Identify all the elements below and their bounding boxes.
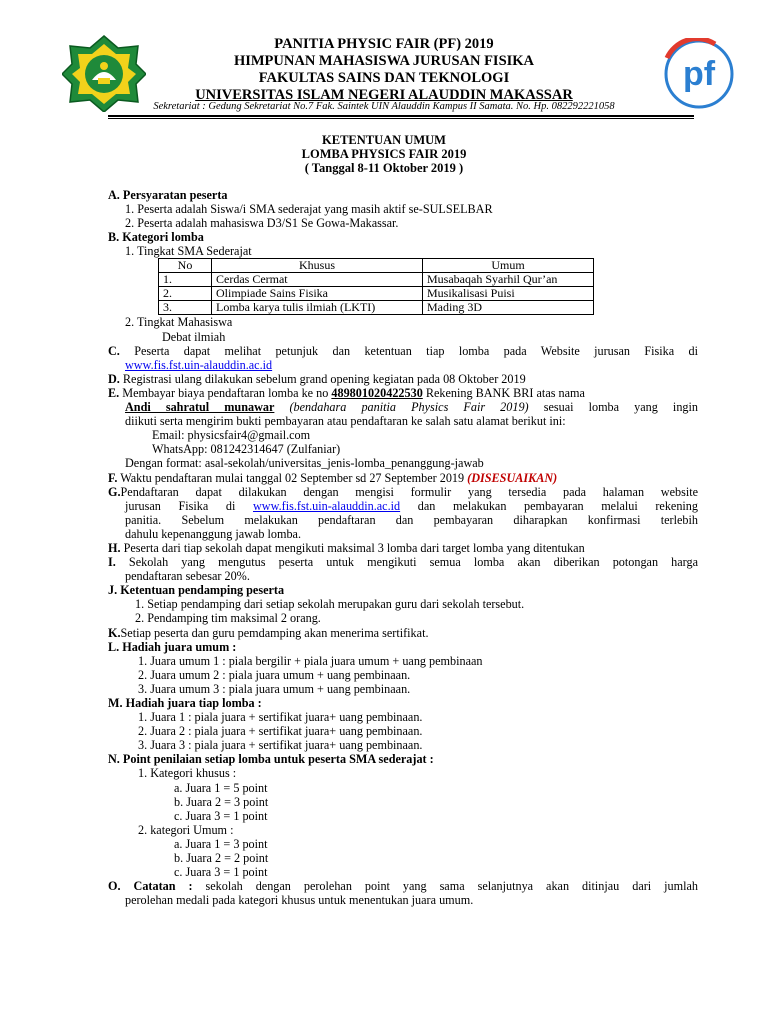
section-o-line: O. Catatan : sekolah dengan perolehan point yang sama selanjutnya akan ditinjau dari jumlah bbox=[108, 879, 698, 894]
section-a-item: 2. Peserta adalah mahasiswa D3/S1 Se Gowa-Makassar. bbox=[125, 216, 399, 231]
section-b-sub1: 1. Tingkat SMA Sederajat bbox=[125, 244, 252, 259]
section-k-line: K.Setiap peserta dan guru pemdamping akan menerima sertifikat. bbox=[108, 625, 429, 640]
website-link[interactable]: www.fis.fst.uin-alauddin.ac.id bbox=[125, 357, 273, 372]
section-e-line-3: diikuti serta mengirim bukti pembayaran atau pendaftaran ke salah satu alamat berikut ini: bbox=[125, 414, 566, 429]
title-line-3: ( Tanggal 8-11 Oktober 2019 ) bbox=[304, 161, 464, 175]
section-j-item: 1. Setiap pendamping dari setiap sekolah merupakan guru dari sekolah tersebut. bbox=[135, 597, 525, 612]
section-i-line: I. Sekolah yang mengutus peserta untuk mengikuti semua lomba akan diberikan potongan harga bbox=[108, 555, 699, 570]
section-d-line: D. Registrasi ulang dilakukan sebelum grand opening kegiatan pada 08 Oktober 2019 bbox=[108, 371, 526, 386]
section-e-line: E. Membayar biaya pendaftaran lomba ke no 489801020422530 Rekening BANK BRI atas nama bbox=[108, 385, 585, 400]
section-l-item: 2. Juara umum 2 : piala juara umum + uang pembinaan. bbox=[138, 667, 411, 682]
section-g-line-4: dahulu kepenanggung jawab lomba. bbox=[125, 526, 301, 541]
section-l-heading: L. Hadiah juara umum : bbox=[108, 639, 237, 654]
section-m-item: 1. Juara 1 : piala juara + sertifikat juara+ uang pembinaan. bbox=[138, 710, 423, 725]
section-e-line-2: Andi sahratul munawar (bendahara panitia Physics Fair 2019) sesuai lomba yang ingin bbox=[125, 400, 698, 415]
section-n-cat1-item: c. Juara 3 = 1 point bbox=[174, 808, 268, 823]
section-n-cat1-item: a. Juara 1 = 5 point bbox=[174, 780, 268, 795]
header-rule-thin bbox=[108, 118, 694, 119]
section-a-heading: A. Persyaratan peserta bbox=[108, 188, 228, 202]
section-m-heading: M. Hadiah juara tiap lomba : bbox=[108, 696, 262, 710]
table-header: Khusus bbox=[212, 259, 423, 273]
section-n-heading: N. Point penilaian setiap lomba untuk peserta SMA sederajat : bbox=[108, 752, 434, 767]
section-j-heading: J. Ketentuan pendamping peserta bbox=[108, 583, 285, 598]
letterhead-line-3: FAKULTAS SAINS DAN TEKNOLOGI bbox=[258, 70, 510, 86]
section-c-line: C. Peserta dapat melihat petunjuk dan ketentuan tiap lomba pada Website jurusan Fisika di bbox=[108, 343, 698, 358]
section-l-item: 1. Juara umum 1 : piala bergilir + piala juara umum + uang pembinaan bbox=[138, 653, 483, 668]
contact-email: Email: physicsfair4@gmail.com bbox=[152, 428, 311, 443]
section-b-sub2: 2. Tingkat Mahasiswa bbox=[125, 315, 233, 330]
section-g-line: G.Pendaftaran dapat dilakukan dengan mengisi formulir yang tersedia pada halaman website bbox=[108, 484, 698, 499]
section-b-sub2-item: Debat ilmiah bbox=[162, 329, 226, 344]
section-g-line-3: panitia. Sebelum melakukan pendaftaran dan pembayaran diharapkan konfirmasi terlebih bbox=[125, 512, 698, 527]
table-cell: Musikalisasi Puisi bbox=[423, 287, 594, 301]
letterhead-line-4: UNIVERSITAS ISLAM NEGERI ALAUDDIN MAKASSAR bbox=[195, 87, 573, 103]
title-line-1: KETENTUAN UMUM bbox=[322, 133, 446, 147]
section-a-item: 1. Peserta adalah Siswa/i SMA sederajat yang masih aktif se-SULSELBAR bbox=[125, 202, 493, 217]
table-cell: 2. bbox=[159, 287, 212, 301]
category-table bbox=[158, 258, 594, 315]
section-g-line-2: jurusan Fisika di www.fis.fst.uin-alauddin.ac.id dan melakukan pembayaran melalui rekening bbox=[125, 498, 698, 513]
letterhead-line-2: HIMPUNAN MAHASISWA JURUSAN FISIKA bbox=[233, 53, 535, 69]
treasurer-name: Andi sahratul munawar bbox=[125, 400, 275, 415]
pf-logo-text: pf bbox=[682, 55, 716, 93]
section-b-heading: B. Kategori lomba bbox=[108, 230, 204, 245]
table-cell: 3. bbox=[159, 301, 212, 315]
table-cell: Mading 3D bbox=[423, 301, 594, 315]
letterhead bbox=[0, 36, 768, 104]
section-m-item: 2. Juara 2 : piala juara + sertifikat juara+ uang pembinaan. bbox=[138, 724, 423, 739]
table-cell: Musabaqah Syarhil Qur’an bbox=[423, 273, 594, 287]
table-cell: Lomba karya tulis ilmiah (LKTI) bbox=[212, 301, 423, 315]
document-title bbox=[0, 133, 768, 175]
submission-format: Dengan format: asal-sekolah/universitas_jenis-lomba_penanggung-jawab bbox=[125, 456, 484, 471]
table-cell: Olimpiade Sains Fisika bbox=[212, 287, 423, 301]
section-l-item: 3. Juara umum 3 : piala juara umum + uang pembinaan. bbox=[138, 681, 411, 696]
section-n-cat2-item: c. Juara 3 = 1 point bbox=[174, 865, 268, 880]
document-body bbox=[108, 188, 698, 907]
letterhead-address: Sekretariat : Gedung Sekretariat No.7 Fak. Saintek UIN Alauddin Kampus II Samata. No. Hp. 082292221058 bbox=[153, 101, 615, 112]
table-row bbox=[159, 301, 594, 315]
section-j-item: 2. Pendamping tim maksimal 2 orang. bbox=[135, 611, 321, 626]
section-n-cat2: 2. kategori Umum : bbox=[138, 822, 234, 837]
table-header: Umum bbox=[423, 259, 594, 273]
website-link[interactable]: www.fis.fst.uin-alauddin.ac.id bbox=[253, 498, 401, 513]
contact-whatsapp: WhatsApp: 081242314647 (Zulfaniar) bbox=[152, 442, 341, 457]
letterhead-line-1: PANITIA PHYSIC FAIR (PF) 2019 bbox=[274, 36, 494, 52]
section-m-item: 3. Juara 3 : piala juara + sertifikat juara+ uang pembinaan. bbox=[138, 738, 423, 753]
section-n-cat2-item: b. Juara 2 = 2 point bbox=[174, 851, 269, 866]
section-h-line: H. Peserta dari tiap sekolah dapat mengikuti maksimal 3 lomba dari target lomba yang ditentukan bbox=[108, 540, 585, 555]
table-header: No bbox=[159, 259, 212, 273]
table-row bbox=[159, 273, 594, 287]
section-i-line-2: pendaftaran sebesar 20%. bbox=[125, 569, 250, 584]
table-row bbox=[159, 287, 594, 301]
header-rule bbox=[108, 115, 694, 117]
adjusted-note: (DISESUAIKAN) bbox=[467, 470, 558, 485]
table-header-row bbox=[159, 259, 594, 273]
title-line-2: LOMBA PHYSICS FAIR 2019 bbox=[301, 147, 467, 161]
table-cell: 1. bbox=[159, 273, 212, 287]
section-n-cat2-item: a. Juara 1 = 3 point bbox=[174, 836, 268, 851]
section-n-cat1: 1. Kategori khusus : bbox=[138, 766, 237, 781]
section-n-cat1-item: b. Juara 2 = 3 point bbox=[174, 794, 269, 809]
account-number: 489801020422530 bbox=[331, 385, 423, 400]
section-o-line-2: perolehan medali pada kategori khusus untuk menentukan juara umum. bbox=[125, 893, 474, 908]
section-f-line: F. Waktu pendaftaran mulai tanggal 02 September sd 27 September 2019 (DISESUAIKAN) bbox=[108, 470, 558, 485]
table-cell: Cerdas Cermat bbox=[212, 273, 423, 287]
